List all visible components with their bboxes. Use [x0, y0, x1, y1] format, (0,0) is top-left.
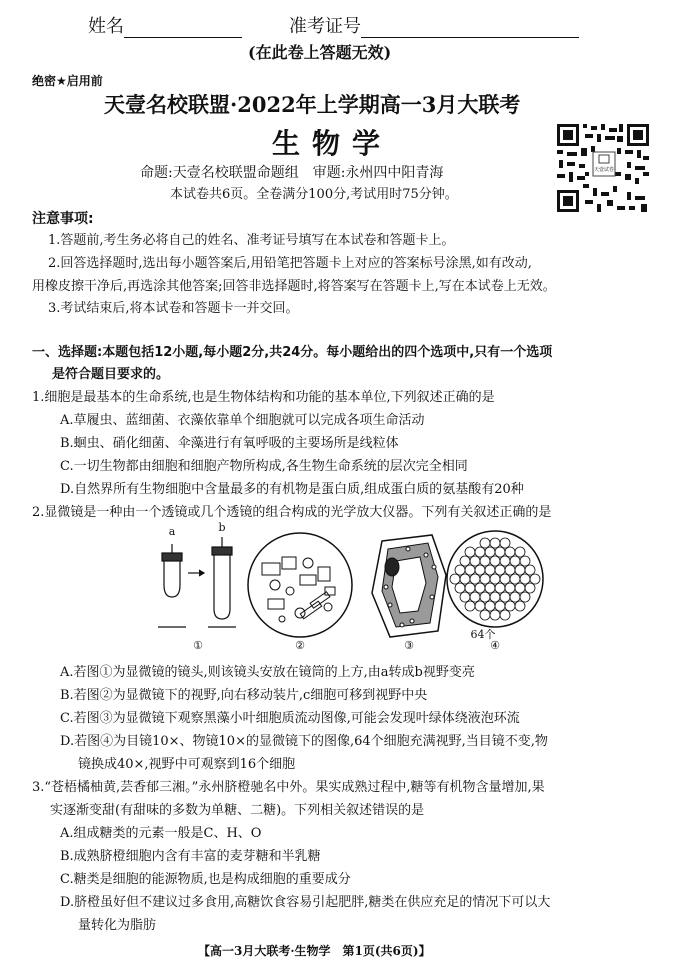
- secret-note: 绝密★启用前: [32, 74, 103, 88]
- plant-cell-3: [372, 535, 446, 637]
- cell-count-label: 64个: [470, 628, 496, 641]
- exam-number-label: 准考证号: [289, 16, 361, 37]
- question-1-stem: 1.细胞是最基本的生命系统,也是生物体结构和功能的基本单位,下列叙述正确的是: [32, 390, 495, 405]
- cell-grid-4: [447, 531, 543, 627]
- name-label: 姓名: [88, 16, 124, 37]
- question-3-stem: 3.“苍梧橘柚黄,芸香郁三湘。”永州脐橙驰名中外。果实成熟过程中,糖等有机物含量增加,果: [32, 780, 545, 795]
- question-1-option-d: D.自然界所有生物细胞中含量最多的有机物是蛋白质,组成蛋白质的氨基酸有20种: [60, 482, 524, 497]
- figure-number-4: ④: [490, 639, 500, 652]
- figure-number-3: ③: [404, 639, 414, 652]
- qr-code: [555, 122, 651, 214]
- question-3-option-d: D.脐橙虽好但不建议过多食用,高糖饮食容易引起肥胖,糖类在供应充足的情况下可以大: [60, 895, 551, 910]
- figure-number-1: ①: [193, 639, 203, 652]
- qr-label: 天壹试卷: [593, 167, 614, 173]
- subject-title: 生物学: [272, 127, 393, 160]
- section-heading-cont: 是符合题目要求的。: [52, 367, 170, 382]
- question-3-option-c: C.糖类是细胞的能源物质,也是构成细胞的重要成分: [60, 872, 351, 887]
- note-item: 用橡皮擦干净后,再选涂其他答案;回答非选择题时,将答案写在答题卡上,写在本试卷上无效。: [32, 279, 556, 294]
- question-2-option-b: B.若图②为显微镜下的视野,向右移动装片,c细胞可移到视野中央: [60, 688, 428, 703]
- question-3-option-a: A.组成糖类的元素一般是C、H、O: [60, 826, 262, 841]
- page-footer: 【高一3月大联考·生物学 第1页(共6页)】: [198, 944, 431, 958]
- exam-number-field: [289, 12, 579, 38]
- notes-heading: 注意事项:: [32, 211, 94, 227]
- lens-label-b: b: [218, 521, 226, 534]
- question-2-option-a: A.若图①为显微镜的镜头,则该镜头安放在镜筒的上方,由a转成b视野变亮: [60, 665, 475, 680]
- note-item: 3.考试结束后,将本试卷和答题卡一并交回。: [48, 301, 299, 316]
- question-1-option-c: C.一切生物都由细胞和细胞产物所构成,各生物生命系统的层次完全相同: [60, 459, 468, 474]
- question-1-option-b: B.蛔虫、硝化细菌、伞藻进行有氧呼吸的主要场所是线粒体: [60, 436, 399, 451]
- lens-label-a: a: [168, 525, 176, 538]
- question-2-option-c: C.若图③为显微镜下观察黑藻小叶细胞质流动图像,可能会发现叶绿体绕液泡环流: [60, 711, 520, 726]
- question-1-option-a: A.草履虫、蓝细菌、衣藻依靠单个细胞就可以完成各项生命活动: [60, 413, 425, 428]
- note-item: 2.回答选择题时,选出每小题答案后,用铅笔把答题卡上对应的答案标号涂黑,如有改动,: [48, 256, 532, 271]
- note-item: 1.答题前,考生务必将自己的姓名、准考证号填写在本试卷和答题卡上。: [48, 233, 455, 248]
- paper-info: 本试卷共6页。全卷满分100分,考试用时75分钟。: [170, 187, 458, 202]
- lens-diagram: [158, 537, 236, 627]
- microscope-figure: [150, 521, 550, 657]
- figure-number-2: ②: [295, 639, 305, 652]
- question-3-stem-cont: 实逐渐变甜(有甜味的多数为单糖、二糖)。下列相关叙述错误的是: [50, 803, 425, 818]
- exam-title: 天壹名校联盟·2022年上学期高一3月大联考: [104, 92, 521, 117]
- authors-line: 命题:天壹名校联盟命题组 审题:永州四中阳青海: [140, 165, 444, 181]
- question-2-option-d: D.若图④为目镜10×、物镜10×的显微镜下的图像,64个细胞充满视野,当目镜不变,物: [60, 734, 548, 749]
- section-heading: 一、选择题:本题包括12小题,每小题2分,共24分。每小题给出的四个选项中,只有一个选项: [32, 345, 553, 360]
- question-2-stem: 2.显微镜是一种由一个透镜或几个透镜的组合构成的光学放大仪器。下列有关叙述正确的是: [32, 505, 552, 520]
- question-3-option-d-cont: 量转化为脂肪: [78, 918, 157, 933]
- question-3-option-b: B.成熟脐橙细胞内含有丰富的麦芽糖和半乳糖: [60, 849, 321, 864]
- question-2-option-d-cont: 镜换成40×,视野中可观察到16个细胞: [78, 757, 296, 772]
- invalid-note: (在此卷上答题无效): [248, 43, 392, 62]
- field-of-view-2: [248, 533, 352, 637]
- name-field: [88, 12, 242, 38]
